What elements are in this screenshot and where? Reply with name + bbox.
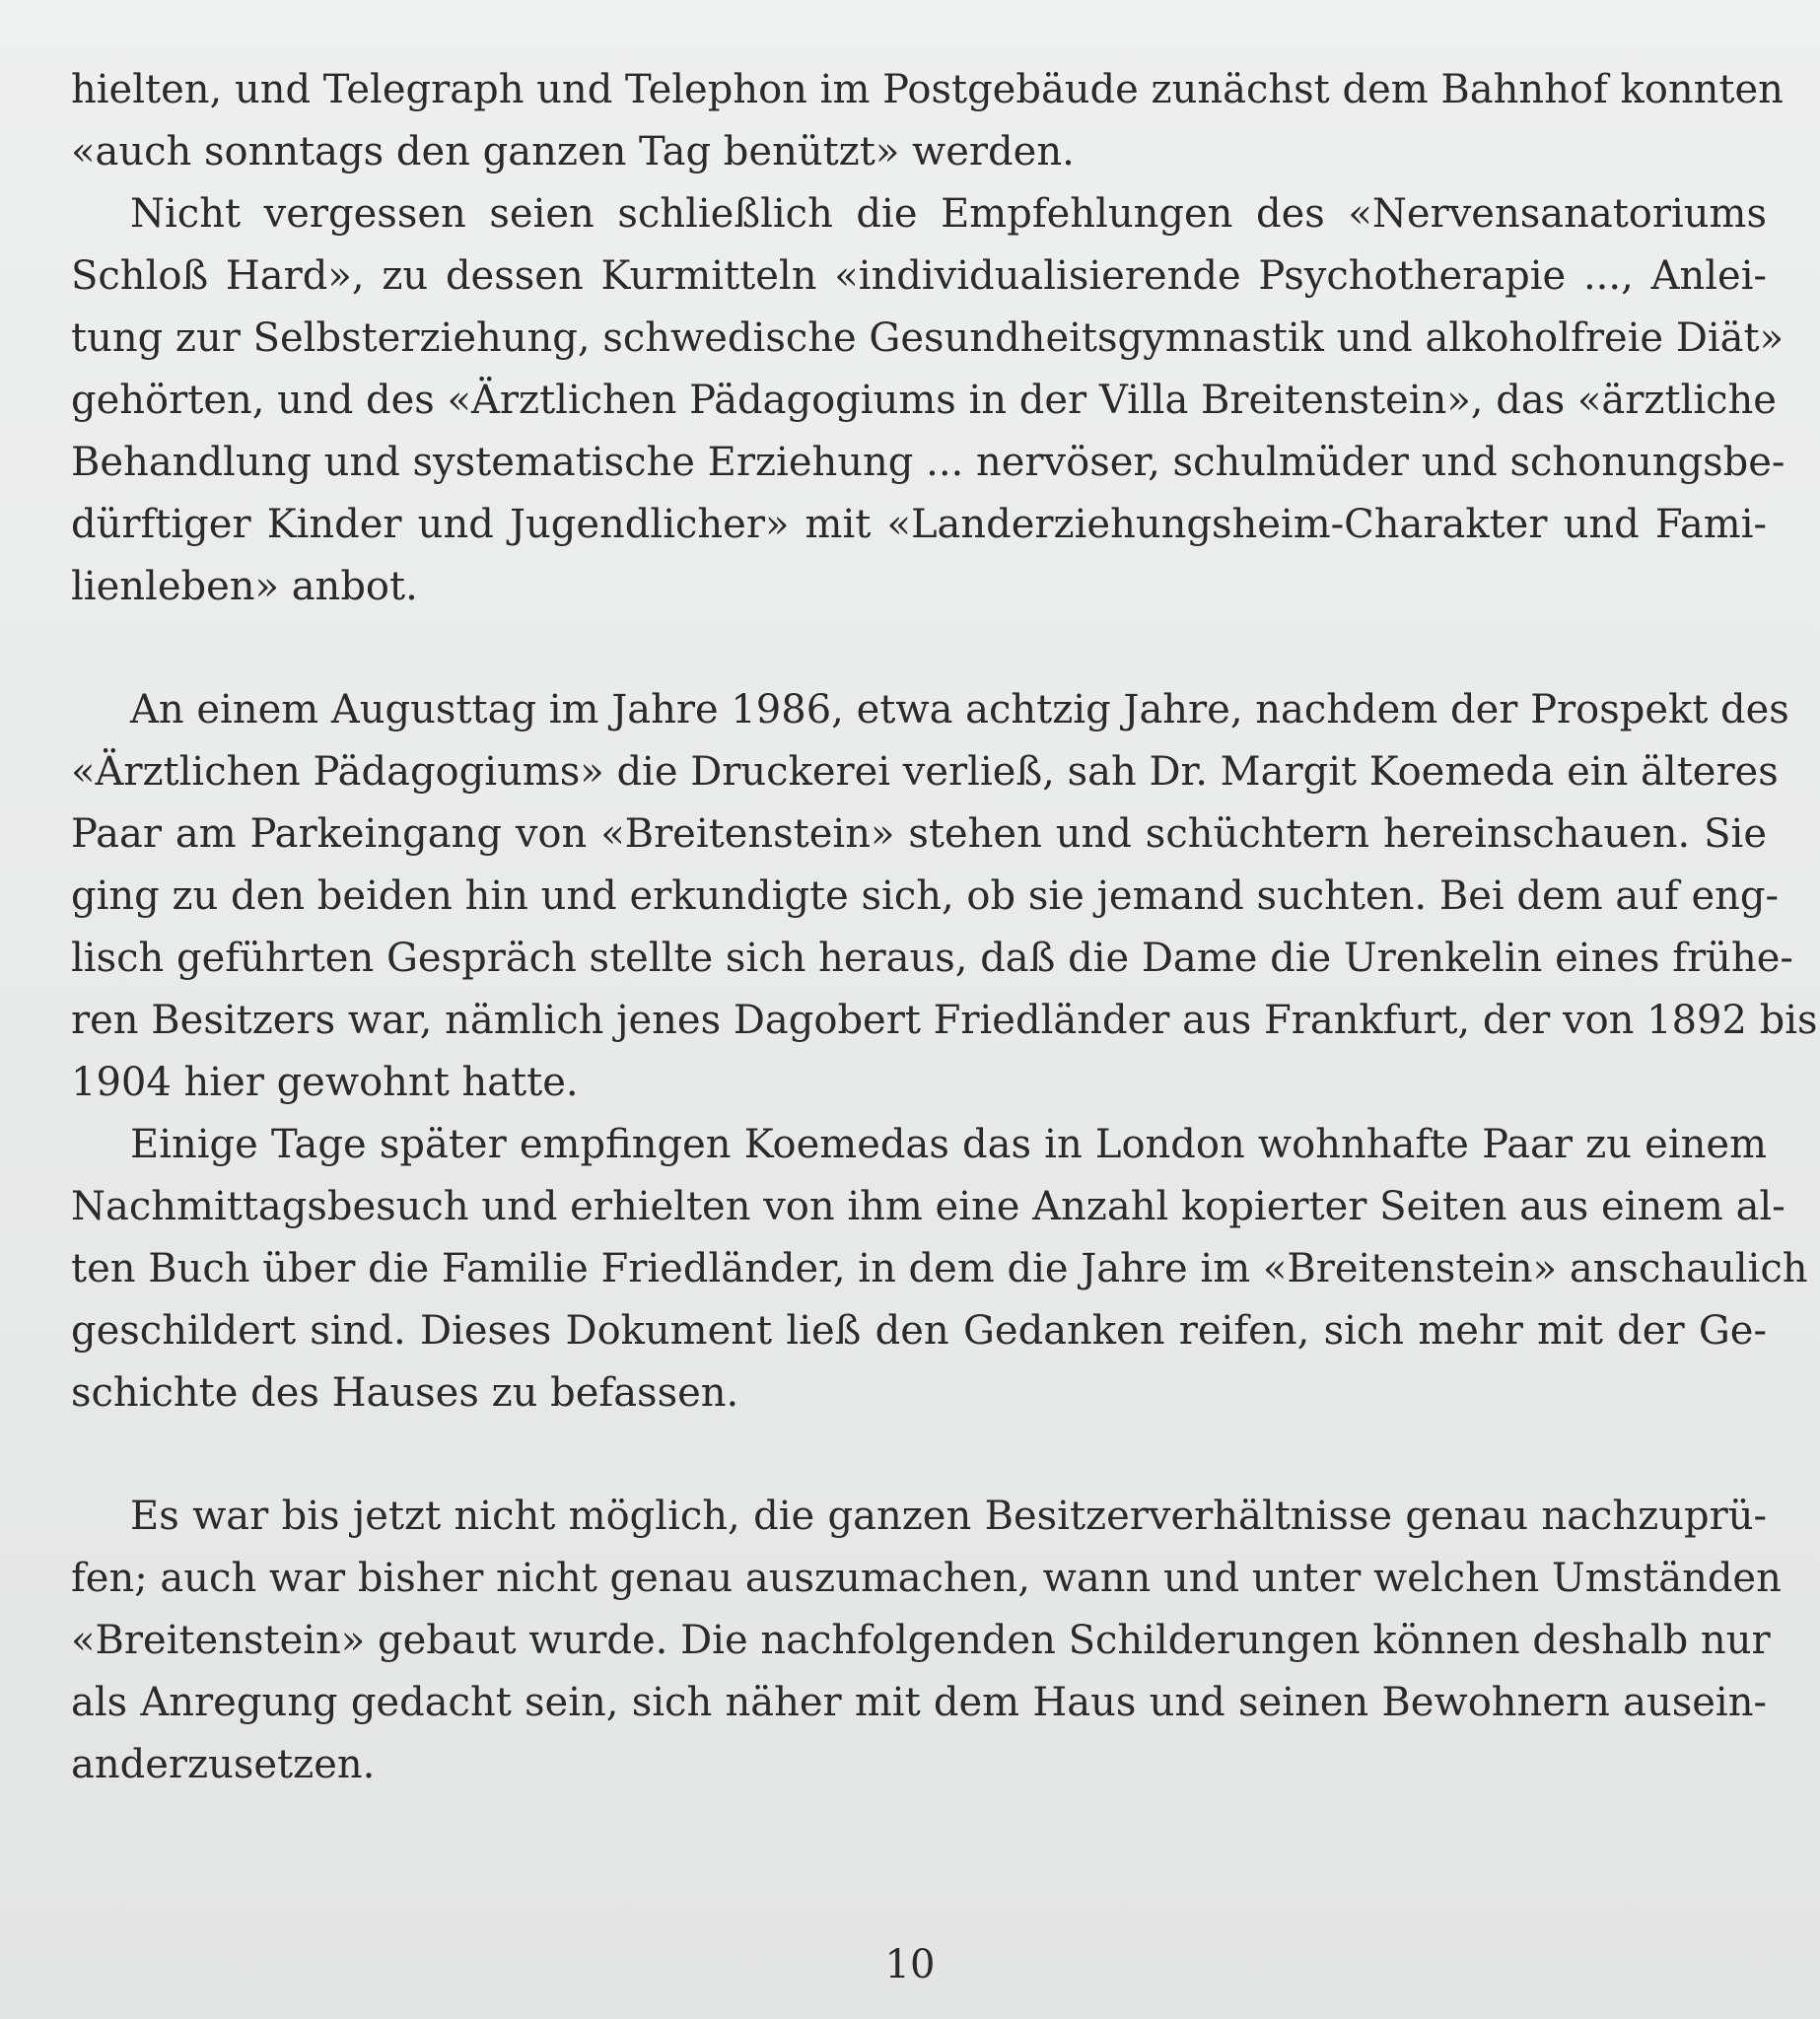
text-line: hielten, und Telegraph und Telephon im Postgebäude zunächst dem Bahnhof konnten xyxy=(71,67,1784,112)
text-line: «Breitenstein» gebaut wurde. Die nachfolgenden Schilderungen können deshalb nur xyxy=(71,1618,1771,1663)
text-line: 1904 hier gewohnt hatte. xyxy=(71,1060,579,1105)
text-line: Es war bis jetzt nicht möglich, die ganzen Besitzerverhältnisse genau nachzuprü- xyxy=(130,1494,1767,1539)
section-gap xyxy=(71,618,1767,679)
text-line: dürftiger Kinder und Jugendlicher» mit «Landerziehungsheim-Charakter und Fami- xyxy=(71,502,1767,547)
text-line: An einem Augusttag im Jahre 1986, etwa achtzig Jahre, nachdem der Prospekt des xyxy=(130,687,1789,732)
text-line: fen; auch war bisher nicht genau auszumachen, wann und unter welchen Umständen xyxy=(71,1556,1782,1601)
text-line: Behandlung und systematische Erziehung ... nervöser, schulmüder und schonungsbe- xyxy=(71,440,1785,485)
text-line: tung zur Selbsterziehung, schwedische Gesundheitsgymnastik und alkoholfreie Diät» xyxy=(71,315,1785,361)
text-line: Schloß Hard», zu dessen Kurmitteln «individualisierende Psychotherapie ..., Anlei- xyxy=(71,253,1767,299)
text-line: ren Besitzers war, nämlich jenes Dagobert Friedländer aus Frankfurt, der von 1892 bis xyxy=(71,998,1818,1043)
text-line: Einige Tage später empfingen Koemedas das in London wohnhafte Paar zu einem xyxy=(130,1122,1767,1167)
text-line: lienleben» anbot. xyxy=(71,564,418,609)
text-line: «auch sonntags den ganzen Tag benützt» werden. xyxy=(71,129,1075,174)
text-line: Nachmittagsbesuch und erhielten von ihm eine Anzahl kopierter Seiten aus einem al- xyxy=(71,1184,1785,1229)
text-line: gehörten, und des «Ärztlichen Pädagogiums in der Villa Breitenstein», das «ärztliche xyxy=(71,378,1777,423)
text-line: Paar am Parkeingang von «Breitenstein» stehen und schüchtern hereinschauen. Sie xyxy=(71,811,1767,857)
text-line: schichte des Hauses zu befassen. xyxy=(71,1370,739,1416)
text-line: «Ärztlichen Pädagogiums» die Druckerei verließ, sah Dr. Margit Koemeda ein älteres xyxy=(71,749,1779,795)
text-line: ging zu den beiden hin und erkundigte sich, ob sie jemand suchten. Bei dem auf eng- xyxy=(71,873,1780,919)
text-line: als Anregung gedacht sein, sich näher mit dem Haus und seinen Bewohnern ausein- xyxy=(71,1680,1767,1725)
section-gap xyxy=(71,1425,1767,1486)
text-line: ten Buch über die Familie Friedländer, in dem die Jahre im «Breitenstein» anschaulich xyxy=(71,1246,1808,1291)
body-text xyxy=(71,59,1818,1796)
text-line: anderzusetzen. xyxy=(71,1742,376,1787)
page-number: 10 xyxy=(884,1942,936,1987)
text-line: lisch geführten Gespräch stellte sich heraus, daß die Dame die Urenkelin eines frühe- xyxy=(71,936,1793,981)
text-line: geschildert sind. Dieses Dokument ließ den Gedanken reifen, sich mehr mit der Ge- xyxy=(71,1308,1767,1354)
text-line: Nicht vergessen seien schließlich die Empfehlungen des «Nervensanatoriums xyxy=(130,191,1767,237)
